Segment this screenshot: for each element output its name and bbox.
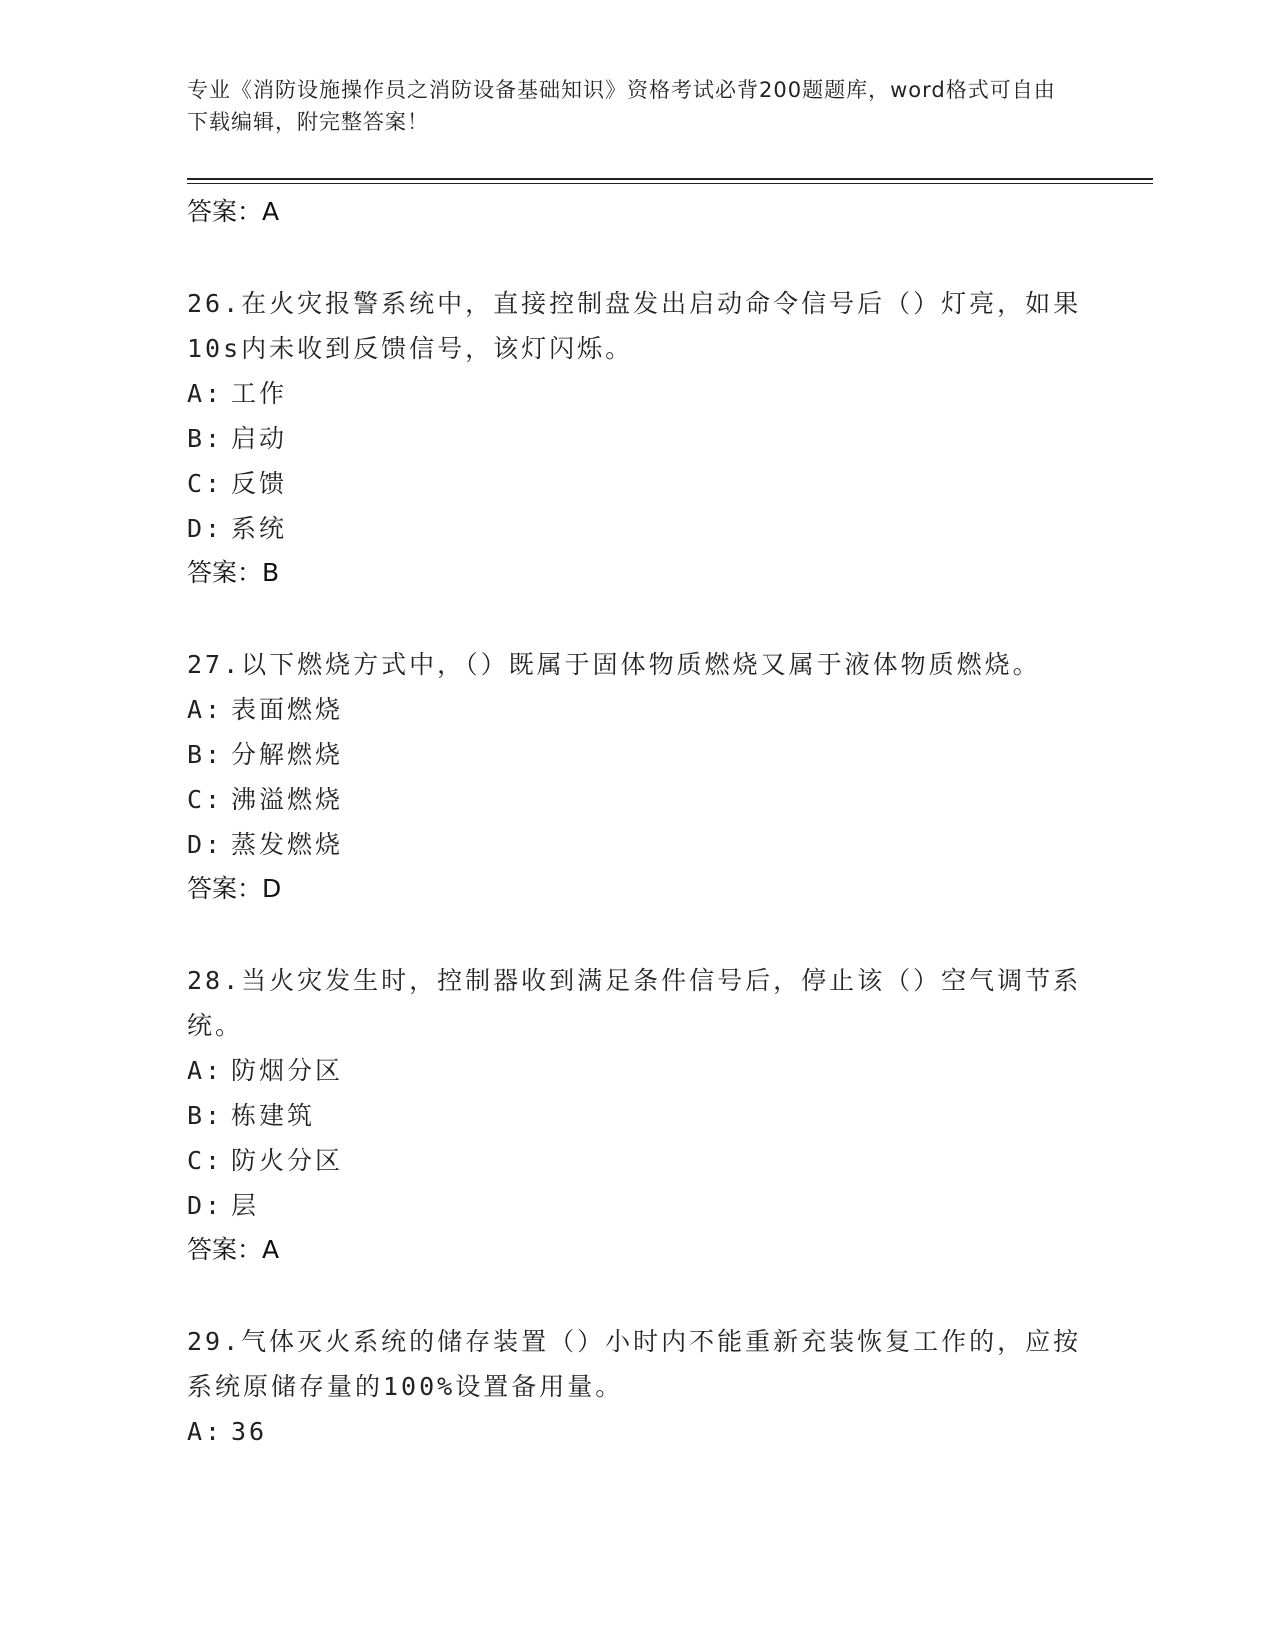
answer-line: 答案：A (187, 197, 280, 226)
option-c: C: 沸溢燃烧 (187, 785, 344, 814)
option-a: A: 工作 (187, 379, 288, 408)
answer-line: 答案：B (187, 558, 280, 587)
question-number: 26. (187, 289, 242, 318)
header-rule-thick (187, 178, 1153, 180)
answer-line: 答案：D (187, 874, 282, 903)
option-d: D: 蒸发燃烧 (187, 830, 344, 859)
option-a: A: 表面燃烧 (187, 695, 344, 724)
option-a: A: 防烟分区 (187, 1056, 344, 1085)
question-stem: 气体灭火系统的储存装置（）小时内不能重新充装恢复工作的，应按系统原储存量的100%设置备用量。 (187, 1327, 1082, 1401)
answer-value: A (262, 197, 280, 226)
question-list (187, 190, 1087, 1454)
document-header: 专业《消防设施操作员之消防设备基础知识》资格考试必背200题题库，word格式可自由下载编辑，附完整答案！ (187, 78, 1056, 134)
option-c: C: 反馈 (187, 469, 288, 498)
question-number: 27. (187, 650, 242, 679)
answer-value: B (262, 558, 280, 587)
header-rule-thin (187, 183, 1153, 184)
option-b: B: 启动 (187, 424, 288, 453)
question-26 (187, 281, 1087, 371)
question-number: 29. (187, 1327, 242, 1356)
answer-value: A (262, 1235, 280, 1264)
question-stem: 当火灾发生时，控制器收到满足条件信号后，停止该（）空气调节系统。 (187, 966, 1082, 1040)
question-stem: 在火灾报警系统中，直接控制盘发出启动命令信号后（）灯亮，如果10s内未收到反馈信号，该灯闪烁。 (187, 289, 1082, 363)
option-b: B: 栋建筑 (187, 1101, 316, 1130)
answer-value: D (262, 874, 282, 903)
question-27 (187, 642, 1087, 687)
question-stem: 以下燃烧方式中，（）既属于固体物质燃烧又属于液体物质燃烧。 (241, 650, 1041, 679)
option-d: D: 层 (187, 1191, 260, 1220)
option-b: B: 分解燃烧 (187, 740, 344, 769)
question-29 (187, 1319, 1087, 1409)
option-d: D: 系统 (187, 514, 288, 543)
answer-line: 答案：A (187, 1235, 280, 1264)
option-a: A: 36 (187, 1417, 268, 1446)
option-c: C: 防火分区 (187, 1146, 344, 1175)
question-28 (187, 958, 1087, 1048)
question-number: 28. (187, 966, 242, 995)
